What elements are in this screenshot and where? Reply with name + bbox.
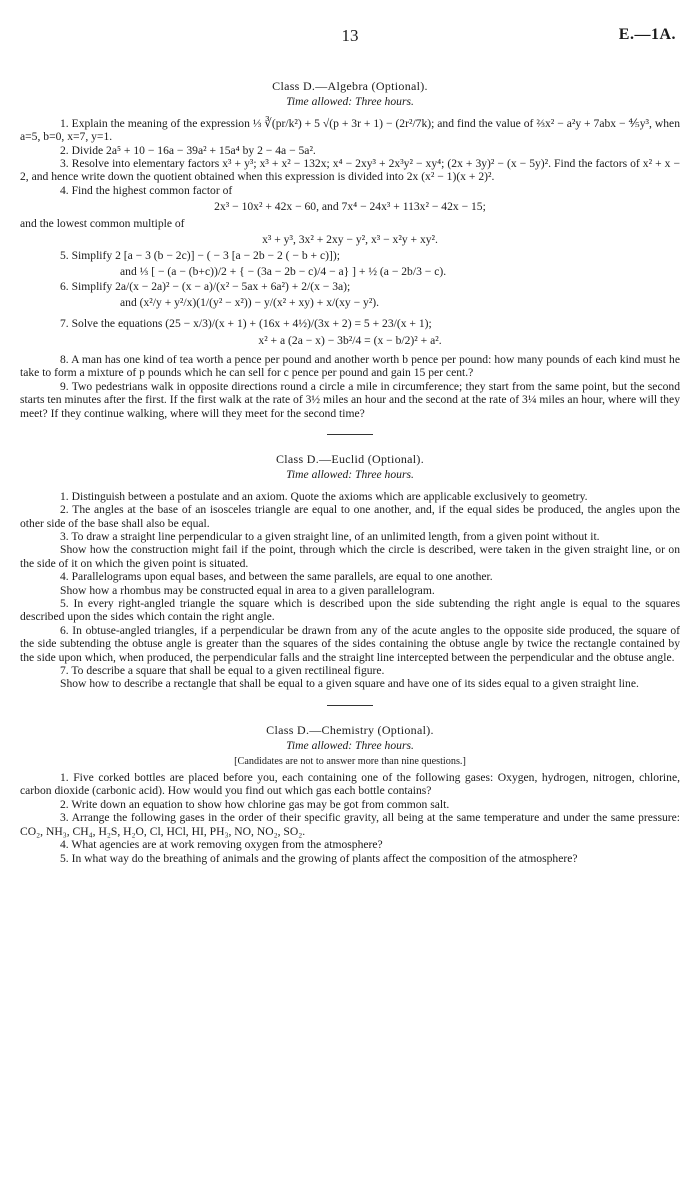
chemistry-q2: 2. Write down an equation to show how chlorine gas may be got from common salt. <box>60 797 450 811</box>
euclid-q1: 1. Distinguish between a postulate and an axiom. Quote the axioms which are applicable exclusively to geometry. <box>60 489 588 503</box>
algebra-q2: 2. Divide 2a⁵ + 10 − 16a − 39a² + 15a⁴ by 2 − 4a − 5a². <box>60 143 316 157</box>
euclid-q3b: Show how the construction might fail if the point, through which the circle is described, were taken in the given straight line, or on the side of it on which the given point is situated. <box>20 543 680 570</box>
page-number: 13 <box>341 26 359 45</box>
algebra-q7b: x² + a (2a − x) − 3b²/4 = (x − b/2)² + a². <box>258 333 442 347</box>
algebra-q1: 1. Explain the meaning of the expression ⅓ ∛(pr/k²) + 5 √(p + 3r + 1) − (2r²/7k); and find the value of ⅔x² − a²y + 7abx − ⅘y³, when a=5, b=0, x=7, y=1. <box>20 116 680 144</box>
section-divider <box>327 705 373 706</box>
algebra-q4-expr: 2x³ − 10x² + 42x − 60, and 7x⁴ − 24x³ + 113x² − 42x − 15; <box>214 200 486 214</box>
euclid-q4: 4. Parallelograms upon equal bases, and between the same parallels, are equal to one another. <box>60 570 493 584</box>
algebra-q7: 7. Solve the equations (25 − x/3)/(x + 1) + (16x + 4½)/(3x + 2) = 5 + 23/(x + 1); <box>60 317 432 331</box>
chemistry-q1: 1. Five corked bottles are placed before you, each containing one of the following gases: Oxygen, hydrogen, nitrogen, chlorine, carbon dioxide (carbonic acid). How would you find out which gas each bottle contains? <box>20 771 680 798</box>
algebra-q4-expr2: x³ + y³, 3x² + 2xy − y², x³ − x²y + xy². <box>262 233 438 247</box>
algebra-q8: 8. A man has one kind of tea worth a pence per pound and another worth b pence per pound: how many pounds of each kind must he take to form a mixture of p pounds which he can sell for c pence per pound and gain 15 per cent.? <box>20 352 680 380</box>
euclid-q2: 2. The angles at the base of an isosceles triangle are equal to one another, and, if the equal sides be produced, the angles upon the other side of the base shall also be equal. <box>20 503 680 530</box>
algebra-q6: 6. Simplify 2a/(x − 2a)² − (x − a)/(x² − 5ax + 6a²) + 2/(x − 3a); <box>60 280 351 294</box>
algebra-q5b: and ⅓ [ − (a − (b+c))/2 + { − (3a − 2b − c)/4 − a} ] + ½ (a − 2b/3 − c). <box>120 264 447 278</box>
chemistry-q3: 3. Arrange the following gases in the order of their specific gravity, all being at the same temperature and under the same pressure: CO₂, NH₃, CH₄, H₂S, H₂O, Cl, HCl, HI, PH₃, NO, NO₂, SO₂. <box>20 811 680 838</box>
algebra-q4: 4. Find the highest common factor of <box>60 183 233 197</box>
euclid-time: Time allowed: Three hours. <box>286 468 414 482</box>
algebra-q6b: and (x²/y + y²/x)(1/(y² − x²)) − y/(x² + xy) + x/(xy − y²). <box>120 295 380 309</box>
section-divider <box>327 434 373 435</box>
euclid-q3: 3. To draw a straight line perpendicular to a given straight line, of an unlimited length, from a given point without it. <box>60 529 600 543</box>
euclid-q6: 6. In obtuse-angled triangles, if a perpendicular be drawn from any of the acute angles to the opposite side produced, the square of the side subtending the obtuse angle is greater than the squares of the sides containing the obtuse angle by twice the rectangle contained by the side upon which, when produced, the perpendicular falls and the straight line intercepted between the perpendicular and the obtuse angle. <box>20 623 680 664</box>
chemistry-note: [Candidates are not to answer more than nine questions.] <box>234 755 466 767</box>
chemistry-time: Time allowed: Three hours. <box>286 739 414 753</box>
euclid-q4b: Show how a rhombus may be constructed equal in area to a given parallelogram. <box>60 583 435 597</box>
algebra-q4-cont: and the lowest common multiple of <box>20 216 185 230</box>
euclid-q7b: Show how to describe a rectangle that shall be equal to a given square and have one of its sides equal to a given straight line. <box>60 677 639 691</box>
algebra-q5: 5. Simplify 2 [a − 3 (b − 2c)] − ( − 3 [a − 2b − 2 ( − b + c)]); <box>60 249 340 263</box>
euclid-q7: 7. To describe a square that shall be equal to a given rectilineal figure. <box>60 664 385 678</box>
algebra-title: Class D.—Algebra (Optional). <box>272 79 428 93</box>
chemistry-q4: 4. What agencies are at work removing oxygen from the atmosphere? <box>60 838 383 852</box>
algebra-q3: 3. Resolve into elementary factors x³ + y³; x³ + x² − 132x; x⁴ − 2xy³ + 2x³y² − xy⁴; (2x + 3y)² − (x − 5y)². Find the factors of x² + x − 2, and hence write down the quotient obtained when this expression is divided into 2x (x² − 1)(x + 2)². <box>20 157 680 184</box>
page-content <box>20 62 680 865</box>
chemistry-q5: 5. In what way do the breathing of animals and the growing of plants affect the composition of the atmosphere? <box>60 851 578 865</box>
euclid-q5: 5. In every right-angled triangle the square which is described upon the side subtending the right angle is equal to the squares described upon the sides which contain the right angle. <box>20 597 680 624</box>
chemistry-title: Class D.—Chemistry (Optional). <box>266 722 434 737</box>
algebra-q9: 9. Two pedestrians walk in opposite directions round a circle a mile in circumference; they start from the same point, but the second starts ten minutes after the first. If the first walk at the rate of 3½ miles an hour and the second at the rate of 3¼ miles an hour, where will they meet? If they continue walking, where will they meet for the second time? <box>20 379 680 420</box>
euclid-title: Class D.—Euclid (Optional). <box>275 451 425 466</box>
algebra-time: Time allowed: Three hours. <box>286 95 414 109</box>
document-reference: E.—1A. <box>618 26 676 43</box>
